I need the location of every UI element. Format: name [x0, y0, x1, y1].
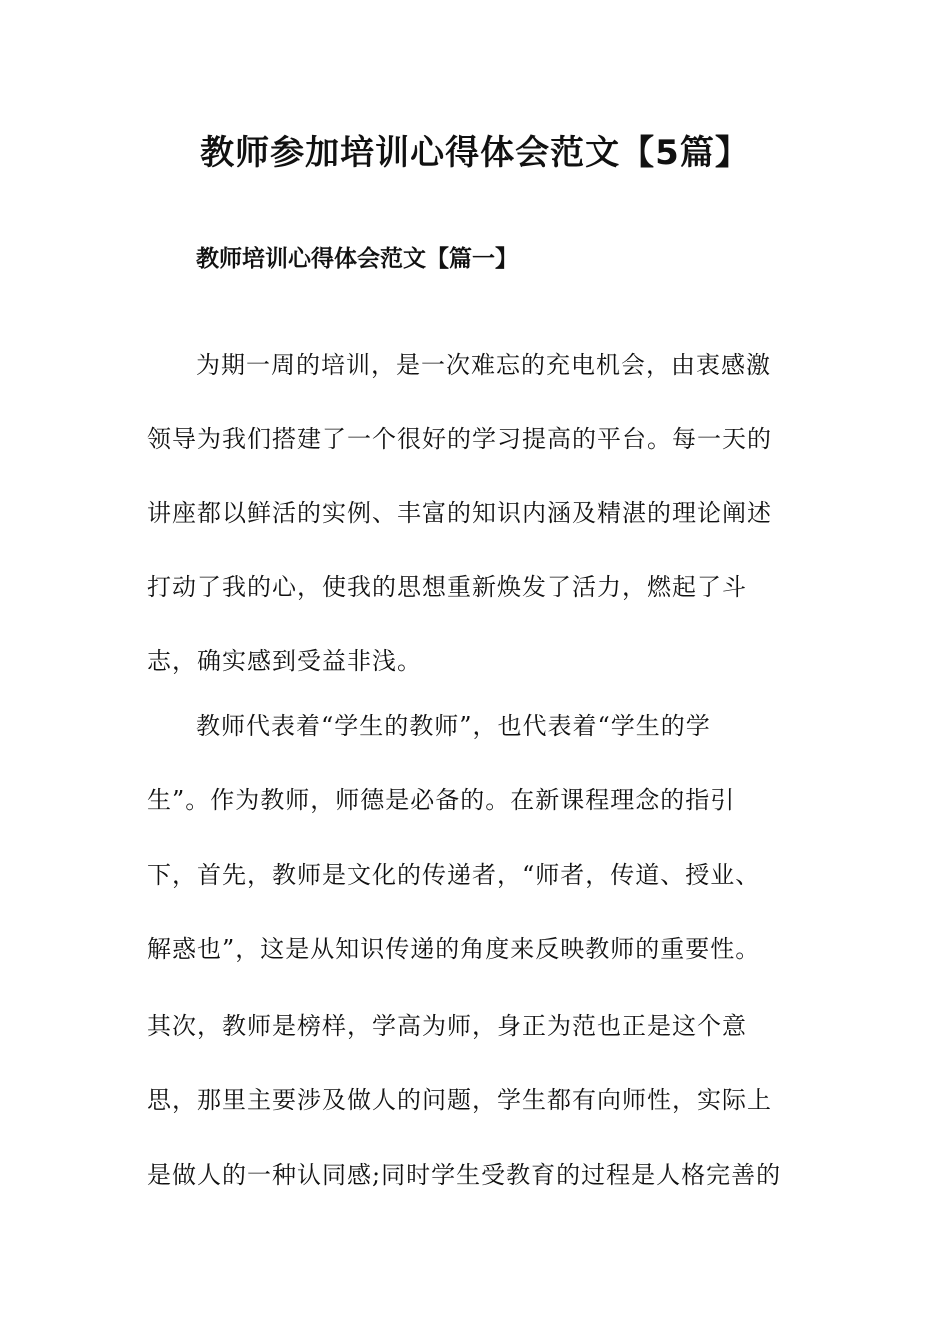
- paragraph-1-line-2: 领导为我们搭建了一个很好的学习提高的平台。每一天的: [147, 425, 772, 453]
- paragraph-1-line-3: 讲座都以鲜活的实例、丰富的知识内涵及精湛的理论阐述: [147, 499, 772, 527]
- paragraph-1-line-1: 为期一周的培训，是一次难忘的充电机会，由衷感激: [196, 351, 771, 379]
- paragraph-2-line-5: 其次，教师是榜样，学高为师，身正为范也正是这个意: [147, 1012, 747, 1040]
- paragraph-2-line-7: 是做人的一种认同感;同时学生受教育的过程是人格完善的: [147, 1161, 782, 1189]
- paragraph-2-line-2: 生”。作为教师，师德是必备的。在新课程理念的指引: [147, 786, 736, 814]
- section-title: 教师培训心得体会范文【篇一】: [196, 246, 518, 272]
- paragraph-2-line-6: 思，那里主要涉及做人的问题，学生都有向师性，实际上: [147, 1086, 772, 1114]
- document-title: 教师参加培训心得体会范文【5篇】: [200, 133, 750, 173]
- paragraph-1-line-4: 打动了我的心，使我的思想重新焕发了活力，燃起了斗: [147, 573, 747, 601]
- paragraph-2-line-4: 解惑也”，这是从知识传递的角度来反映教师的重要性。: [147, 935, 761, 963]
- paragraph-2-line-3: 下，首先，教师是文化的传递者，“师者，传道、授业、: [147, 861, 761, 889]
- paragraph-2-line-1: 教师代表着“学生的教师”，也代表着“学生的学: [196, 712, 711, 740]
- paragraph-1-line-5: 志，确实感到受益非浅。: [147, 647, 422, 675]
